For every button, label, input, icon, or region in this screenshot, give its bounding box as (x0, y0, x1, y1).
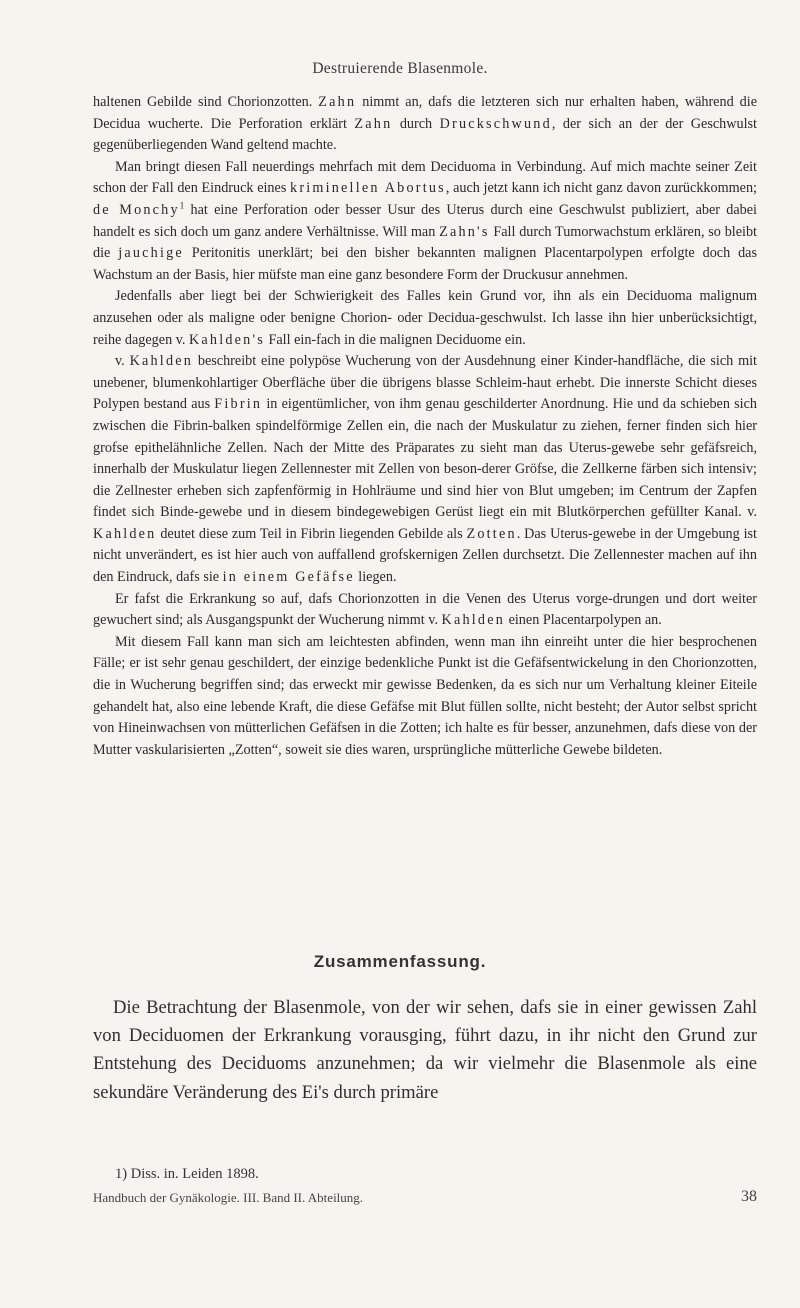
body-paragraph (93, 157, 757, 287)
text-run: , der sich an der der Geschwulst gegenüberliegenden Wand geltend machte. (93, 115, 757, 154)
text-run: deutet diese zum Teil in Fibrin liegenden Gebilde als (156, 525, 467, 542)
text-run: Er fafst die Erkrankung so auf, dafs Chorionzotten in die Venen des Uterus vorge-drungen und dort weiter gewuchert sind; als Ausgangspunkt der Wucherung nimmt v. (93, 590, 757, 629)
emphasized-name: Kahlden (93, 525, 157, 542)
text-run: liegen. (354, 569, 397, 586)
emphasized-name: Druckschwund (439, 115, 552, 132)
emphasized-name: Kahlden's (188, 331, 265, 348)
body-paragraph (93, 286, 757, 351)
text-run: einen Placentarpolypen an. (505, 612, 662, 629)
book-title: Handbuch der Gynäkologie. III. Band II. Abteilung. (93, 1190, 364, 1205)
footnote-marker: 1) (115, 1166, 128, 1182)
running-head: Destruierende Blasenmole. (312, 60, 488, 77)
emphasized-name: Zahn's (439, 223, 490, 240)
summary-text (93, 994, 757, 1107)
emphasized-name: in einem Gefäfse (222, 569, 355, 586)
emphasized-name: Zotten (466, 525, 517, 542)
text-run: haltenen Gebilde sind Chorionzotten. (93, 94, 319, 110)
footnote-text: Diss. in. Leiden 1898. (130, 1166, 259, 1182)
emphasized-name: Fibrin (214, 396, 263, 413)
body-paragraph (93, 92, 757, 157)
text-run: durch (392, 115, 440, 132)
page-number: 38 (741, 1188, 757, 1205)
text-run: Fall durch Tumorwachstum erklären, so bleibt die (93, 223, 757, 262)
text-run: v. (115, 353, 130, 370)
emphasized-name: Kahlden (129, 353, 194, 370)
summary-paragraph: Die Betrachtung der Blasenmole, von der wir sehen, dafs sie in einer gewissen Zahl von Deciduomen der Erkrankung vorausging, führt dazu, in ihr nicht den Grund zur Entstehung des Deciduoms anzunehmen; da wir vielmehr die Blasenmole als eine sekundäre Veränderung des Ei's durch primäre (93, 997, 757, 1103)
body-paragraph (93, 632, 757, 762)
text-run: Mit diesem Fall kann man sich am leichtesten abfinden, wenn man ihn einreiht unter die hier besprochenen Fälle; er ist sehr genau geschildert, der einzige bedenkliche Punkt ist die Gefäfsentwickelung in den Chorionzotten, die in Wucherung begriffen sind; das erweckt mir gewisse Bedenken, da es sich nur um Verhaltung kleiner Eiteile gehandelt hat, also eine lebende Kraft, die diese Gefäfse mit Blut füllen sollte, nicht besteht; der Autor selbst spricht von Hineinwachsen von mütterlichen Gefäfsen in die Zotten; ich halte es für besser, anzunehmen, dafs diese von der Mutter vaskularisierten „Zotten“, soweit sie dies waren, ursprüngliche mütterliche Gewebe bildeten. (93, 633, 757, 758)
text-run: hat eine Perforation oder besser Usur des Uterus durch eine Geschwulst publiziert, aber dabei handelt es sich doch um ganz andere Verhältnisse. Will man (93, 201, 757, 240)
text-run: beschreibt eine polypöse Wucherung von der Ausdehnung einer Kinder-handfläche, die sich mit unebener, blumenkohlartiger Oberfläche über die übrigens blasse Schleim-haut erhebt. Die innerste Schicht dieses Polypen bestand aus (93, 353, 758, 413)
text-run: Fall ein-fach in die malignen Deciduome ein. (264, 331, 526, 348)
footnote-reference: 1 (179, 200, 185, 211)
emphasized-name: Kahlden (441, 612, 506, 629)
text-run: Man bringt diesen Fall neuerdings mehrfach mit dem Deciduoma in Verbindung. Auf mich machte seiner Zeit schon der Fall den Eindruck eines (93, 158, 757, 197)
text-run: in eigentümlicher, von ihm genau geschilderter Anordnung. Hie und da schieben sich zwischen die Fibrin-balken spindelförmige Zellen ein, die nach der Muskulatur zu ziehen, ferner finden sich hier grofse epithelähnliche Zellen. Nach der Mitte des Präparates zu sieht man das Uterus-gewebe sehr gefäfsreich, innerhalb der Muskulatur liegen Zellennester mit Zellen von beson-derer Gröfse, die Zellkerne färben sich intensiv; die Zellnester erheben sich zapfenförmig in Hohlräume und sind hier von Blut umgeben; im Centrum der Zapfen findet sich Binde-gewebe und in diesem bindegewebigen Gerüst liegt ein mit Blutkörperchen gefüllter Kanal. v. (93, 396, 757, 521)
section-title: Zusammenfassung. (313, 952, 487, 971)
text-run: Peritonitis unerklärt; bei den bisher bekannten malignen Placentarpolypen erfolgte doch das Wachstum an der Basis, hier müfste man eine ganz besondere Form der Druckusur annehmen. (93, 245, 757, 283)
body-text (93, 92, 757, 761)
emphasized-name: jauchige (118, 245, 184, 262)
body-paragraph (93, 351, 757, 589)
footnote (115, 1166, 259, 1183)
text-run: . Das Uterus-gewebe in der Umgebung ist nicht unverändert, es ist hier auch von auffallend grofskernigen Zellen durchsetzt. Die Zellennester machen auf ihn den Eindruck, dafs sie (93, 525, 758, 586)
emphasized-name: kriminellen Abortus (290, 180, 446, 197)
emphasized-name: de Monchy (93, 201, 180, 218)
body-paragraph (93, 589, 757, 632)
emphasized-name: Zahn (354, 115, 393, 132)
text-run: Jedenfalls aber liegt bei der Schwierigkeit des Falles kein Grund vor, ihn als ein Deciduoma malignum anzusehen oder als maligne oder benigne Chorion- oder Decidua-geschwulst. Ich lasse ihn hier unberücksichtigt, reihe dagegen v. (93, 288, 757, 348)
text-run: , auch jetzt kann ich nicht ganz davon zurückkommen; (445, 180, 757, 197)
text-run: nimmt an, dafs die letzteren sich nur erhalten haben, während die Decidua wucherte. Die Perforation erklärt (93, 94, 757, 132)
emphasized-name: Zahn (318, 94, 357, 110)
